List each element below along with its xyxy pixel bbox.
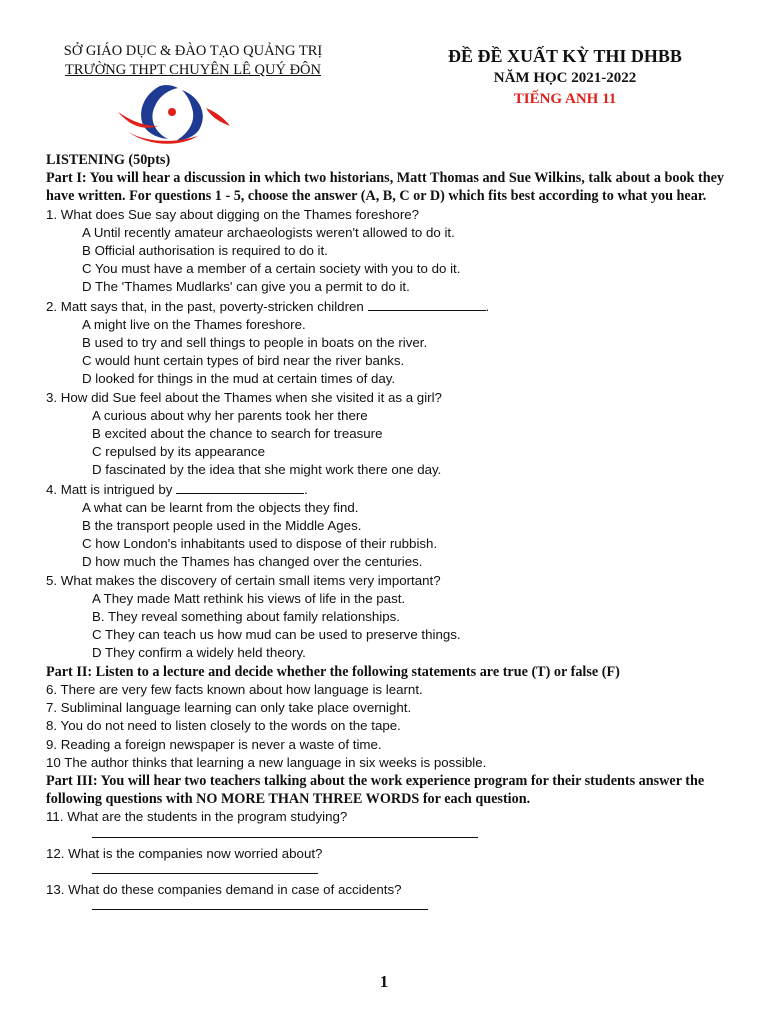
answer-line: [46, 899, 736, 917]
answer-option: A They made Matt rethink his views of life in the past.: [92, 590, 406, 606]
stem-end: .: [485, 298, 490, 314]
answer-option: B used to try and sell things to people in boats on the river.: [82, 335, 428, 351]
part2-instruction: Part II: Listen to a lecture and decide whether the following statements are true (T) or false (F): [46, 663, 620, 680]
part1-instruction: Part I: You will hear a discussion in which two historians, Matt Thomas and Sue Wilkins, talk about a book they have written. For questions 1 - 5, choose the answer (A, B, C or D) which fits best according to what you hear.: [46, 170, 724, 205]
school-name: TRƯỜNG THPT CHUYÊN LÊ QUÝ ĐÔN: [64, 62, 321, 78]
tf-statement: 9. Reading a foreign newspaper is never a waste of time.: [46, 736, 382, 752]
question-stem-with-blank: [46, 297, 736, 316]
answer-blank: [368, 297, 486, 311]
answer-option: D The 'Thames Mudlarks' can give you a permit to do it.: [82, 279, 410, 295]
short-answer-question: 13. What do these companies demand in case of accidents?: [46, 882, 402, 898]
subject-name: TIẾNG ANH 11: [513, 91, 617, 107]
answer-option: C would hunt certain types of bird near the river banks.: [82, 353, 405, 369]
header-right: [400, 44, 730, 110]
school-logo: [112, 82, 232, 148]
tf-statement: 7. Subliminal language learning can only take place overnight.: [46, 700, 412, 716]
tf-statement: 6. There are very few facts known about how language is learnt.: [46, 681, 423, 697]
question-stem: 1. What does Sue say about digging on the Thames foreshore?: [46, 206, 420, 222]
answer-option: B Official authorisation is required to do it.: [82, 243, 328, 259]
short-answer-question: 12. What is the companies now worried about?: [46, 845, 323, 861]
answer-option: C how London's inhabitants used to dispose of their rubbish.: [82, 536, 438, 552]
question-stem: 3. How did Sue feel about the Thames when she visited it as a girl?: [46, 389, 442, 405]
answer-blank: [176, 480, 304, 494]
answer-option: D fascinated by the idea that she might work there one day.: [92, 462, 442, 478]
answer-line: [46, 827, 736, 845]
question-stem: 4. Matt is intrigued by: [46, 481, 173, 497]
part3-instruction: Part III: You will hear two teachers talking about the work experience program for their students answer the following questions with NO MORE THAN THREE WORDS for each question.: [46, 772, 705, 808]
short-answer-question: 11. What are the students in the program studying?: [46, 809, 348, 825]
answer-option: B excited about the chance to search for treasure: [92, 426, 383, 442]
question-stem-with-blank: [46, 480, 736, 499]
exam-title: ĐỀ ĐỀ XUẤT KỲ THI DHBB: [448, 46, 682, 66]
page-number: 1: [379, 972, 389, 991]
stem-end: .: [304, 481, 308, 497]
answer-option: A Until recently amateur archaeologists weren't allowed to do it.: [82, 224, 455, 240]
question-stem: 2. Matt says that, in the past, poverty-stricken children: [46, 298, 364, 314]
answer-option: D looked for things in the mud at certain times of day.: [82, 371, 396, 387]
answer-option: D how much the Thames has changed over the centuries.: [82, 554, 423, 570]
answer-option: A what can be learnt from the objects they find.: [82, 499, 359, 515]
section-title: LISTENING (50pts): [46, 152, 171, 168]
tf-statement: 10 The author thinks that learning a new language in six weeks is possible.: [46, 754, 487, 770]
answer-line: [46, 863, 736, 881]
answer-option: C They can teach us how mud can be used to preserve things.: [92, 627, 461, 643]
exam-body: [46, 151, 736, 917]
answer-option: B the transport people used in the Middle Ages.: [82, 518, 362, 534]
question-stem: 5. What makes the discovery of certain small items very important?: [46, 572, 441, 588]
answer-option: B. They reveal something about family relationships.: [92, 609, 400, 625]
header-left: [28, 42, 358, 80]
department-name: SỞ GIÁO DỤC & ĐÀO TẠO QUẢNG TRỊ: [63, 43, 323, 59]
tf-statement: 8. You do not need to listen closely to the words on the tape.: [46, 718, 401, 734]
answer-option: C You must have a member of a certain society with you to do it.: [82, 261, 461, 277]
answer-option: C repulsed by its appearance: [92, 444, 265, 460]
answer-option: D They confirm a widely held theory.: [92, 645, 306, 661]
answer-option: A might live on the Thames foreshore.: [82, 316, 306, 332]
answer-option: A curious about why her parents took her there: [92, 407, 368, 423]
school-year: NĂM HỌC 2021-2022: [493, 70, 637, 86]
